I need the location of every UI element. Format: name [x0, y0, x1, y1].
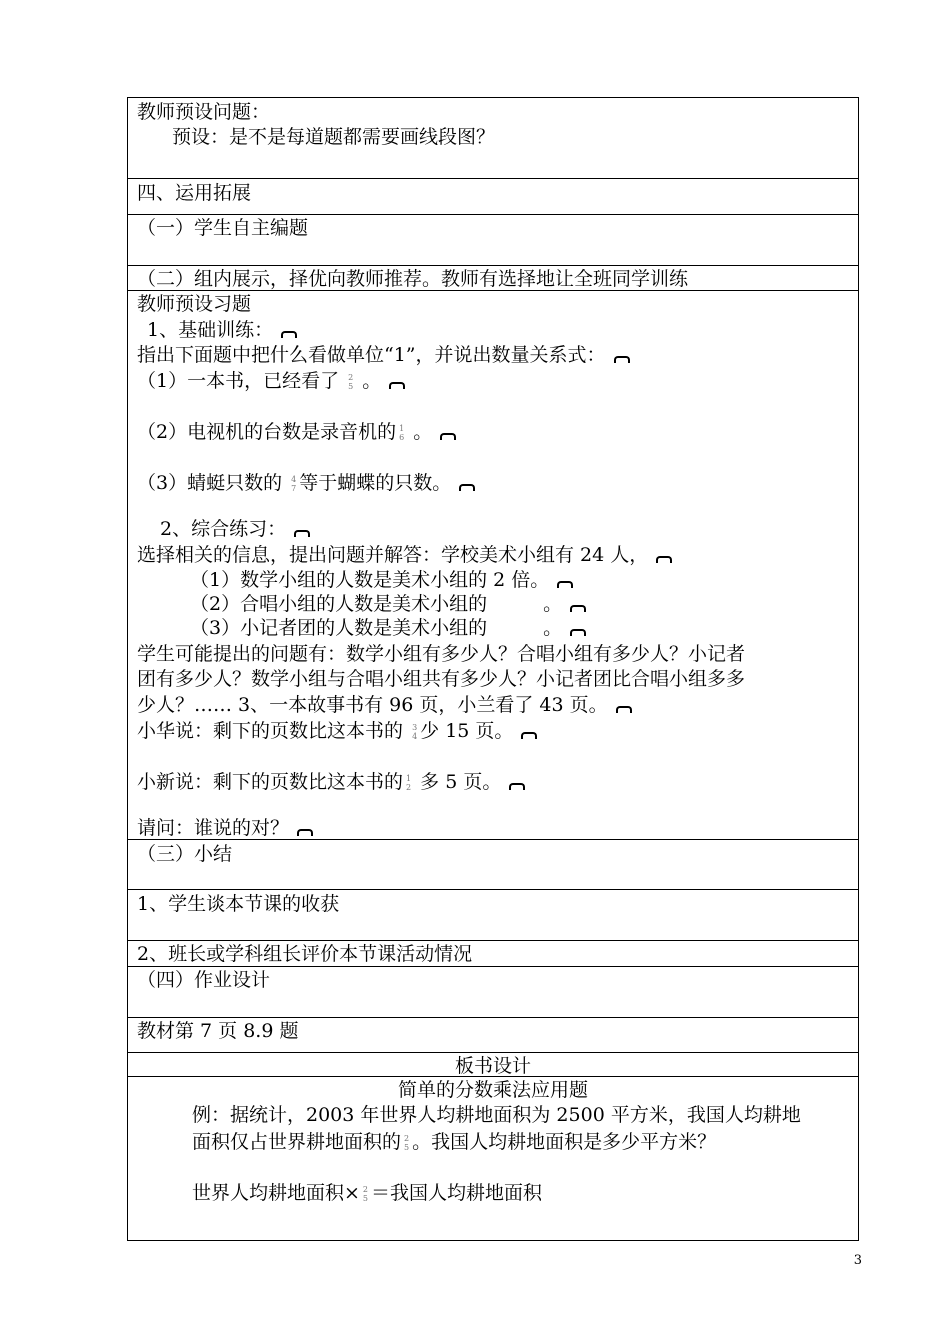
fraction: 1 6 [399, 424, 405, 442]
edit-mark-icon [521, 732, 537, 739]
question-3: （3）蜻蜓只数的 4 7 等于蝴蝶的只数。 [137, 472, 475, 494]
xiaohua-says: 小华说：剩下的页数比这本书的 3 4 少 15 页。 [137, 720, 537, 742]
fraction: 2 5 [362, 1185, 369, 1203]
edit-mark-icon [509, 783, 525, 790]
example-line-1: 例：据统计，2003 年世界人均耕地面积为 2500 平方米，我国人均耕地 [192, 1104, 801, 1126]
instruction: 指出下面题中把什么看做单位“1”，并说出数量关系式： [137, 344, 630, 366]
page-number: 3 [853, 1253, 862, 1268]
edit-mark-icon [557, 581, 573, 588]
edit-mark-icon [459, 484, 475, 491]
possible-questions-1: 学生可能提出的问题有：数学小组有多少人？合唱小组有多少人？小记者 [137, 643, 746, 665]
section-four-title: 四、运用拓展 [137, 182, 252, 204]
teacher-questions-line: 预设：是不是每道题都需要画线段图？ [172, 126, 496, 148]
edit-mark-icon [616, 706, 632, 713]
group-show-title: （二）组内展示，择优向教师推荐。教师有选择地让全班同学训练 [137, 268, 689, 290]
summary-title: （三）小结 [137, 843, 233, 865]
example-line-2: 面积仅占世界耕地面积的 2 5 。我国人均耕地面积是多少平方米？ [192, 1131, 717, 1153]
gain-title: 1、学生谈本节课的收获 [137, 893, 340, 915]
condition-2: （2）合唱小组的人数是美术小组的 。 [190, 593, 586, 615]
question-who: 请问：谁说的对？ [137, 817, 313, 839]
evaluate-title: 2、班长或学科组长评价本节课活动情况 [137, 943, 473, 965]
edit-mark-icon [389, 382, 405, 389]
edit-mark-icon [656, 556, 672, 563]
edit-mark-icon [440, 433, 456, 440]
fraction: 4 7 [291, 475, 297, 493]
edit-mark-icon [294, 530, 310, 537]
textbook-title: 教材第 7 页 8.9 题 [137, 1020, 299, 1042]
homework-title: （四）作业设计 [137, 969, 271, 991]
comprehensive-practice: 2、综合练习： [160, 518, 310, 540]
edit-mark-icon [570, 629, 586, 636]
fraction: 1 2 [406, 774, 412, 792]
row-summary [127, 839, 859, 890]
exercises-title: 教师预设习题 [137, 293, 252, 315]
fraction: 3 4 [412, 723, 418, 741]
fraction: 2 5 [348, 373, 354, 391]
edit-mark-icon [281, 331, 297, 338]
edit-mark-icon [570, 605, 586, 612]
board-title: 板书设计 [454, 1055, 531, 1077]
self-compose-title: （一）学生自主编题 [137, 217, 309, 239]
choose-info: 选择相关的信息，提出问题并解答：学校美术小组有 24 人， [137, 544, 672, 566]
fraction: 2 5 [404, 1134, 410, 1152]
question-2: （2）电视机的台数是录音机的 1 6 。 [137, 421, 456, 443]
edit-mark-icon [297, 829, 313, 836]
condition-1: （1）数学小组的人数是美术小组的 2 倍。 [190, 569, 573, 591]
question-1: （1）一本书，已经看了 2 5 。 [137, 370, 405, 392]
edit-mark-icon [614, 356, 630, 363]
possible-questions-3: 少人？…… 3、一本故事书有 96 页，小兰看了 43 页。 [137, 694, 632, 716]
condition-3: （3）小记者团的人数是美术小组的 。 [190, 617, 586, 639]
formula-line: 世界人均耕地面积× 2 5 ＝我国人均耕地面积 [192, 1182, 543, 1204]
teacher-questions-title: 教师预设问题： [137, 101, 271, 123]
possible-questions-2: 团有多少人？数学小组与合唱小组共有多少人？小记者团比合唱小组多多 [137, 668, 746, 690]
xiaoxin-says: 小新说：剩下的页数比这本书的 1 2 多 5 页。 [137, 771, 525, 793]
board-heading: 简单的分数乘法应用题 [397, 1079, 588, 1101]
basic-training: 1、基础训练： [147, 319, 297, 341]
